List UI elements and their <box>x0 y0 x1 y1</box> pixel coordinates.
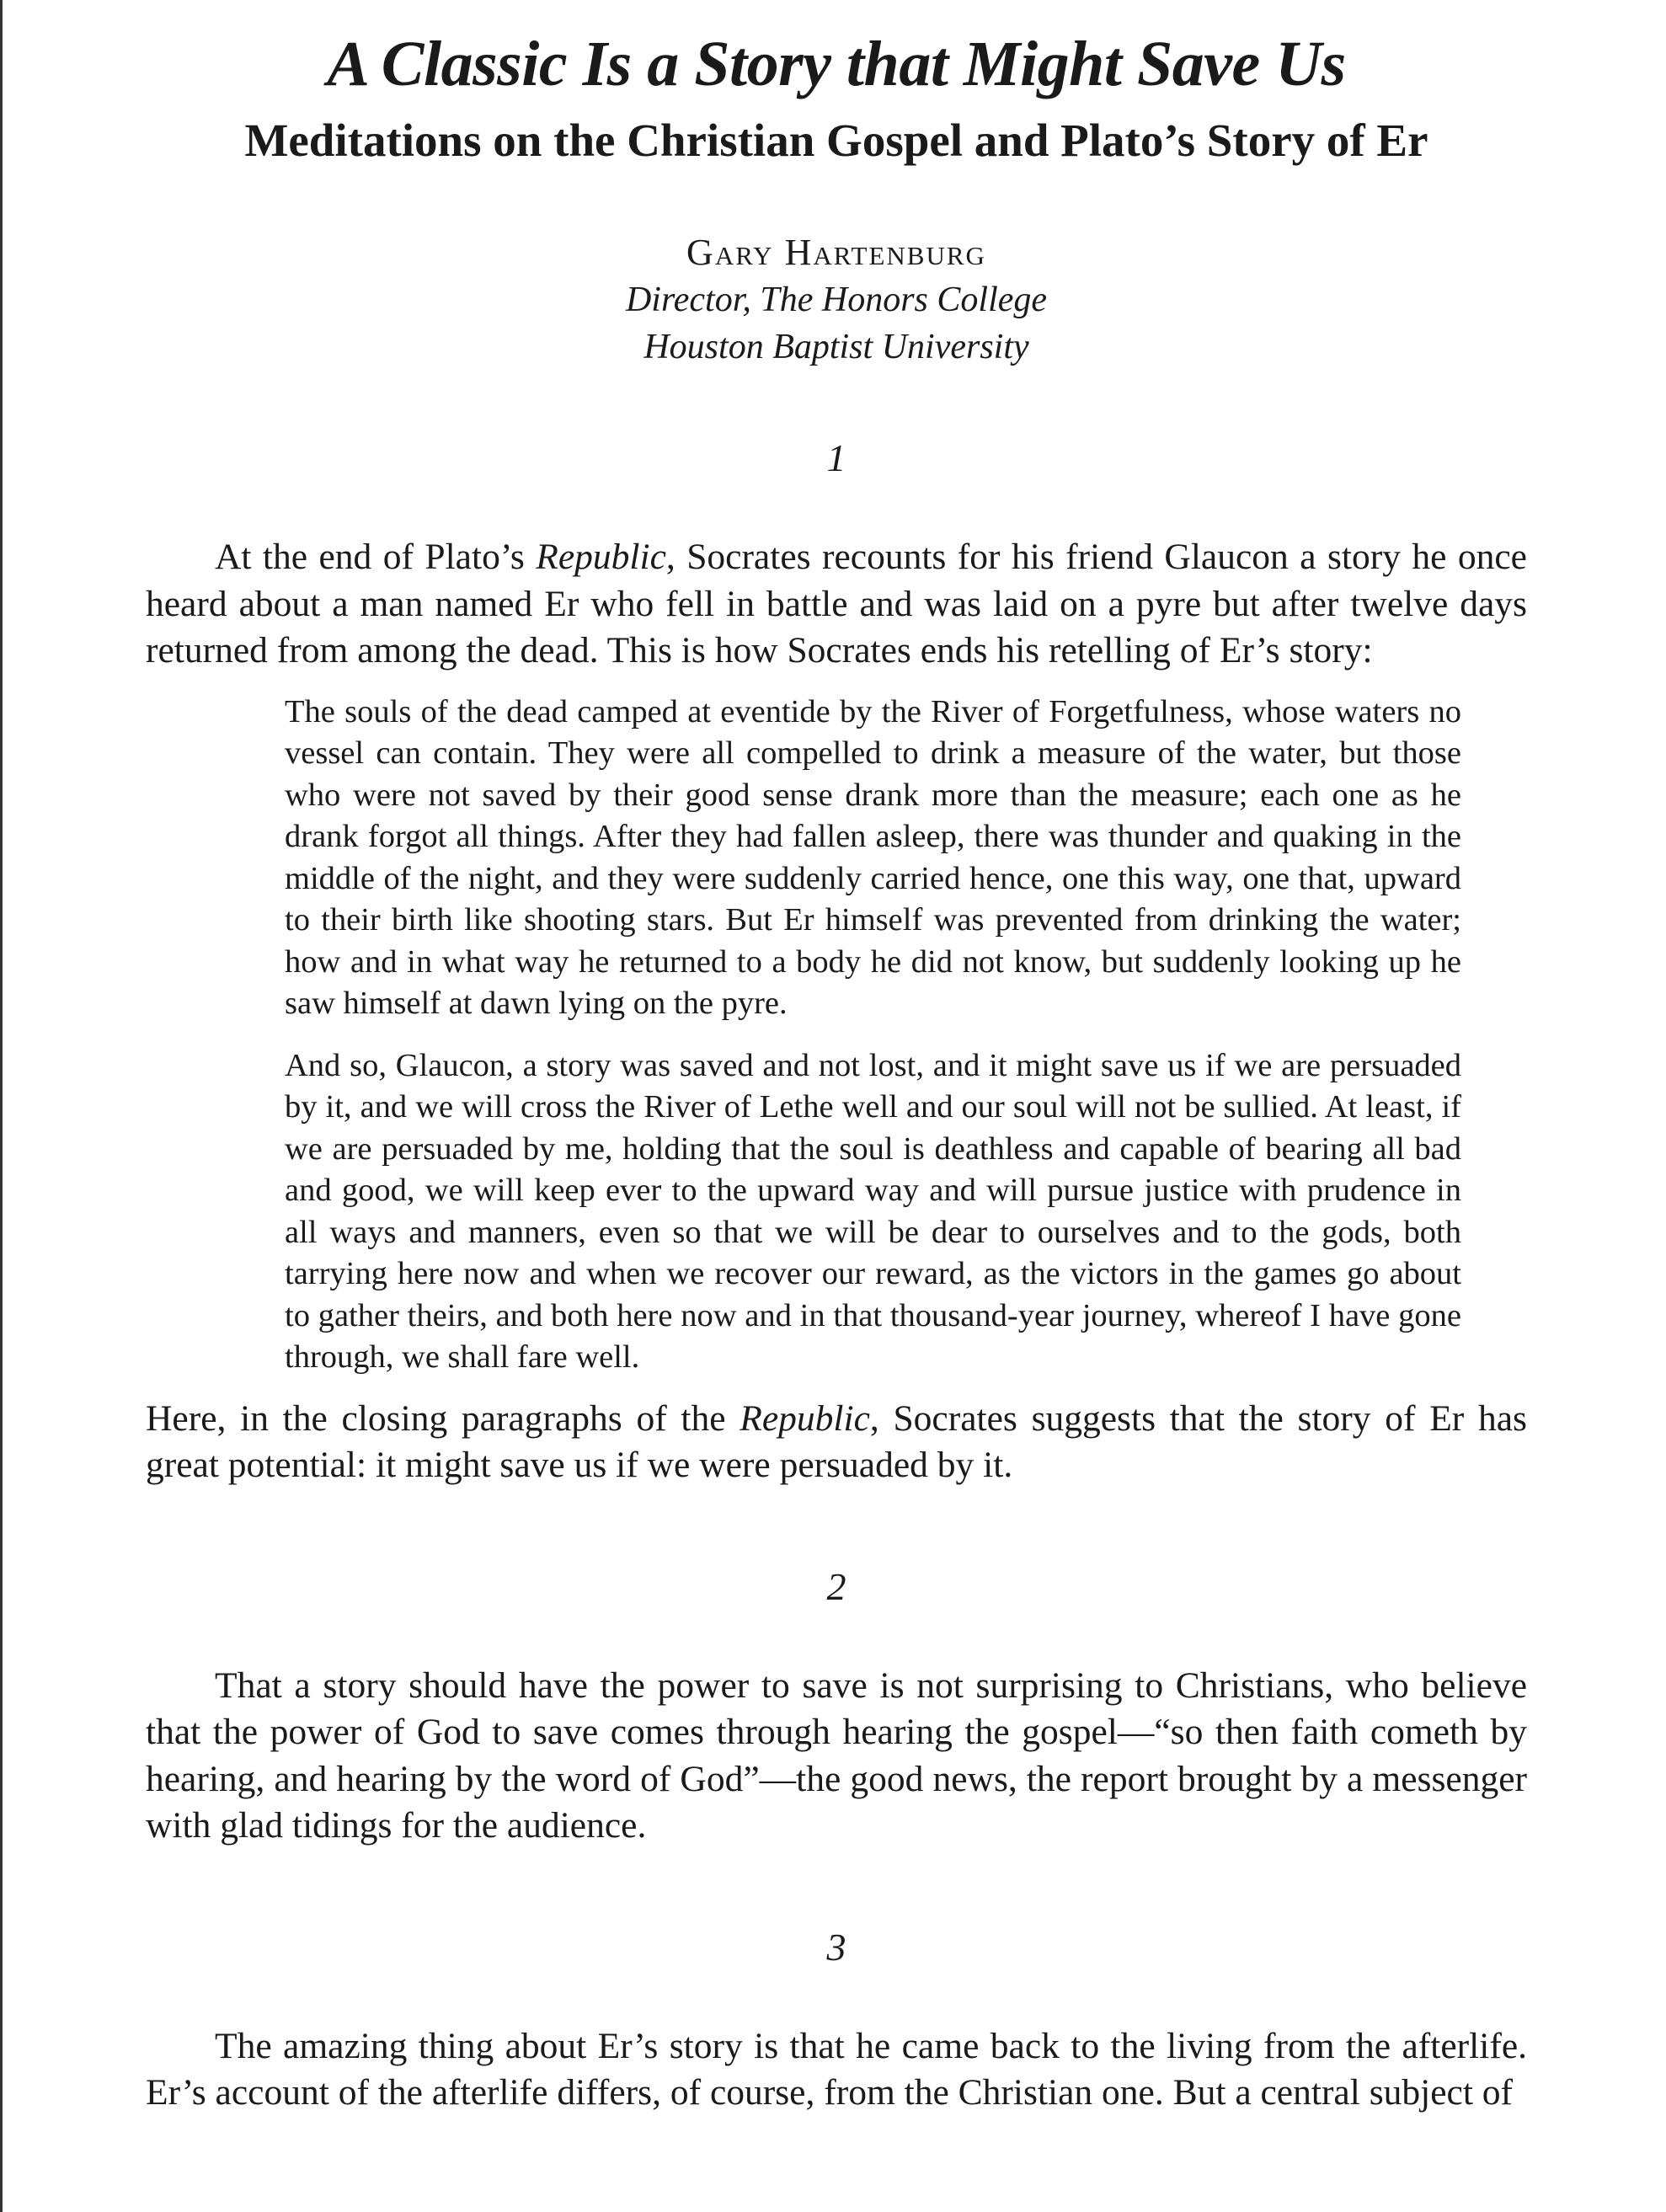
block-quote-1: The souls of the dead camped at eventide by the River of Forgetfulness, whose waters no vessel can contain. They were all compelled to drink a measure of the water, but those who were not saved by their good sense drank more than the measure; each one as he drank forgot all things. After they had fallen asleep, there was thunder and quaking in the middle of the night, and they were suddenly carried hence, one this way, one that, upward to their birth like shooting stars. But Er himself was prevented from drinking the water; how and in what way he returned to a body he did not know, but suddenly looking up he saw himself at dawn lying on the pyre. <box>285 693 1461 1021</box>
section-number-2: 2 <box>826 1564 846 1608</box>
article-subtitle: Meditations on the Christian Gospel and Plato’s Story of Er <box>244 115 1428 166</box>
section-2-paragraph: That a story should have the power to save is not surprising to Christians, who believe that the power of God to save comes through hearing the gospel—“so then faith cometh by hearing, and hearing by the word of God”—the good news, the report brought by a messenger with glad tidings for the audience. <box>146 1664 1527 1846</box>
article-page <box>146 0 1527 2117</box>
section-number-3: 3 <box>826 1925 846 1969</box>
article-title: A Classic Is a Story that Might Save Us <box>327 29 1346 99</box>
section-number-1: 1 <box>826 436 846 479</box>
section-3-paragraph: The amazing thing about Er’s story is that he came back to the living from the afterlife. Er’s account of the afterlife differs, of course, from the Christian one. But a central subject of <box>146 2025 1527 2113</box>
page-edge-rule <box>0 0 3 2212</box>
section-1-closing-paragraph: Here, in the closing paragraphs of the Republic, Socrates suggests that the story of Er has great potential: it might save us if we were persuaded by it. <box>146 1397 1527 1485</box>
author-affiliation-institution: Houston Baptist University <box>643 328 1029 366</box>
block-quote-2: And so, Glaucon, a story was saved and not lost, and it might save us if we are persuaded by it, and we will cross the River of Lethe well and our soul will not be sullied. At least, if we are persuaded by me, holding that the soul is deathless and capable of bearing all bad and good, we will keep ever to the upward way and will pursue justice with prudence in all ways and manners, even so that we will be dear to ourselves and to the gods, both tarrying here now and when we recover our reward, as the victors in the games go about to gather theirs, and both here now and in that thousand-year journey, whereof I have gone through, we shall fare well. <box>285 1047 1461 1375</box>
author-affiliation-title: Director, The Honors College <box>625 281 1048 319</box>
section-1-intro-paragraph: At the end of Plato’s Republic, Socrates recounts for his friend Glaucon a story he once heard about a man named Er who fell in battle and was laid on a pyre but after twelve days returned from among the dead. This is how Socrates ends his retelling of Er’s story: <box>146 537 1527 671</box>
author-name: Gary Hartenburg <box>686 232 986 273</box>
